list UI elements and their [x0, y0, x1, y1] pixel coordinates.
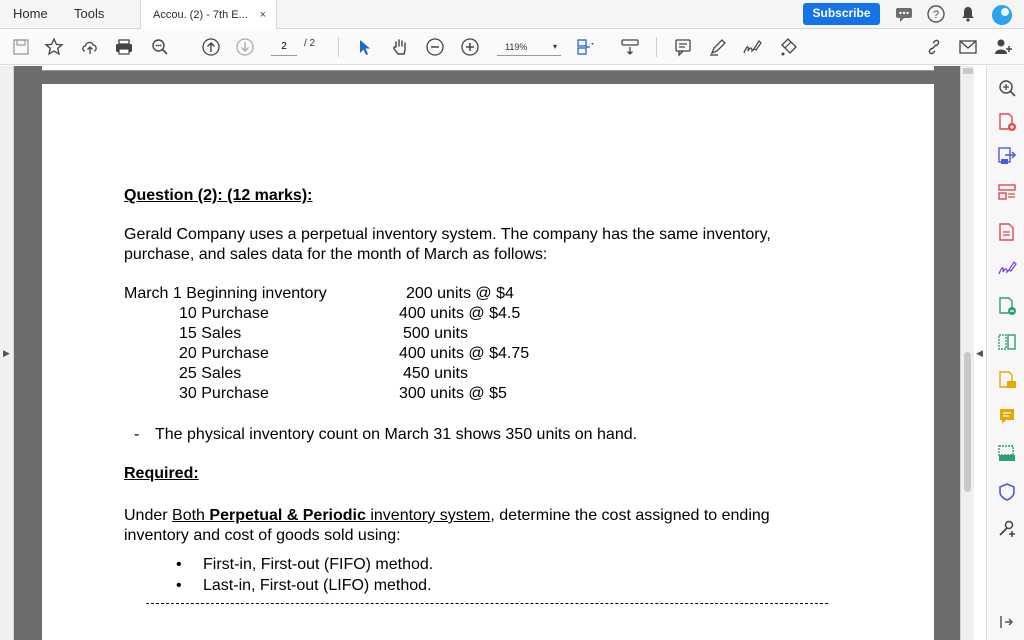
scrollbar-thumb[interactable]: [964, 352, 971, 492]
inventory-row-value: 400 units @ $4.75: [399, 345, 530, 362]
scan-ocr-icon[interactable]: [997, 444, 1017, 464]
inventory-row-label: 25 Sales: [179, 365, 242, 382]
fill-and-sign-icon[interactable]: [997, 258, 1017, 278]
instruction-line-2: inventory and cost of goods sold using:: [124, 527, 401, 544]
document-viewport[interactable]: [0, 66, 960, 640]
inventory-row-label: 20 Purchase: [179, 345, 269, 362]
chat-icon[interactable]: [894, 4, 914, 24]
document-tab[interactable]: [140, 0, 277, 30]
inventory-row-value: 500 units: [403, 325, 468, 342]
instruction-prefix: Under: [124, 507, 173, 524]
page-total: / 2: [304, 38, 316, 49]
inventory-row-value: 400 units @ $4.5: [399, 305, 521, 322]
collapse-panel-icon[interactable]: [997, 612, 1017, 632]
keyboard-scroll-icon[interactable]: [620, 37, 640, 57]
bullet-marker: •: [176, 577, 182, 594]
send-for-comments-icon[interactable]: [997, 370, 1017, 390]
save-icon[interactable]: [11, 37, 31, 57]
edit-pdf-icon[interactable]: [997, 222, 1017, 242]
inventory-row-label: 15 Sales: [179, 325, 242, 342]
page-number-input[interactable]: 2: [271, 38, 297, 56]
page-display-icon[interactable]: [576, 37, 596, 57]
document-tab-title: Accou. (2) - 7th E...: [153, 9, 248, 21]
intro-line-2: purchase, and sales data for the month of March as follows:: [124, 246, 548, 263]
toolbar: [0, 29, 1024, 65]
select-cursor-icon[interactable]: [355, 37, 375, 57]
zoom-select[interactable]: [497, 38, 561, 56]
more-tools-icon[interactable]: [997, 518, 1017, 538]
inventory-row-value: 200 units @ $4: [406, 285, 514, 302]
add-user-icon[interactable]: [993, 37, 1013, 57]
create-pdf-icon[interactable]: [997, 112, 1017, 132]
hand-tool-icon[interactable]: [390, 37, 410, 57]
instruction-both: Both: [172, 507, 210, 524]
zoom-value: 119%: [505, 42, 528, 52]
cloud-upload-icon[interactable]: [80, 37, 100, 57]
home-tab[interactable]: Home: [13, 6, 48, 21]
previous-page-icon[interactable]: [201, 37, 221, 57]
search-zoom-icon[interactable]: [997, 78, 1017, 98]
request-signatures-icon[interactable]: [997, 296, 1017, 316]
close-tab-icon[interactable]: ×: [259, 9, 266, 21]
top-nav-bar: [0, 0, 1024, 29]
scrollbar-top-handle[interactable]: [963, 68, 973, 74]
left-panel-toggle[interactable]: [0, 66, 14, 640]
tools-tab[interactable]: Tools: [74, 6, 105, 21]
previous-page-edge: [42, 66, 934, 71]
next-page-icon[interactable]: [235, 37, 255, 57]
comment-icon[interactable]: [673, 37, 693, 57]
instruction-suffix: , determine the cost assigned to ending: [490, 507, 770, 524]
organize-pages-icon[interactable]: [997, 182, 1017, 202]
inventory-row-value: 450 units: [403, 365, 468, 382]
toolbar-divider: [338, 37, 339, 57]
fill-sign-icon[interactable]: [778, 37, 798, 57]
chevron-down-icon: ▾: [552, 42, 557, 51]
inventory-row-label: March 1 Beginning inventory: [124, 285, 327, 302]
inventory-row-label: 30 Purchase: [179, 385, 269, 402]
question-title: Question (2): (12 marks):: [124, 187, 313, 204]
toolbar-divider: [656, 37, 657, 57]
physical-count-note: The physical inventory count on March 31 shows 350 units on hand.: [155, 426, 638, 443]
bullet-item-lifo: Last-in, First-out (LIFO) method.: [203, 577, 432, 594]
collapse-right-panel-icon[interactable]: ◀: [976, 348, 983, 358]
bullet-marker: •: [176, 556, 182, 573]
zoom-in-icon[interactable]: [460, 37, 480, 57]
instruction-line-1: [124, 506, 770, 526]
combine-files-icon[interactable]: [997, 332, 1017, 352]
inventory-row-label: 10 Purchase: [179, 305, 269, 322]
subscribe-button[interactable]: Subscribe: [803, 3, 880, 25]
highlight-pen-icon[interactable]: [708, 37, 728, 57]
dash-marker: -: [134, 426, 140, 443]
zoom-out-icon[interactable]: [425, 37, 445, 57]
email-icon[interactable]: [958, 37, 978, 57]
export-pdf-icon[interactable]: [997, 146, 1017, 166]
protect-shield-icon[interactable]: [997, 482, 1017, 502]
bell-icon[interactable]: [958, 4, 978, 24]
bookmark-star-icon[interactable]: [44, 37, 64, 57]
print-icon[interactable]: [114, 37, 134, 57]
help-icon[interactable]: [926, 4, 946, 24]
dashed-divider: [146, 603, 828, 604]
avatar[interactable]: [991, 4, 1011, 24]
sign-icon[interactable]: [742, 37, 762, 57]
find-icon[interactable]: [150, 37, 170, 57]
vertical-scrollbar[interactable]: [960, 66, 974, 640]
intro-line-1: Gerald Company uses a perpetual inventory system. The company has the same inventory,: [124, 226, 771, 243]
instruction-methods: Perpetual & Periodic: [209, 507, 366, 524]
right-tools-panel: [986, 66, 1024, 640]
bullet-item-fifo: First-in, First-out (FIFO) method.: [203, 556, 434, 573]
required-heading: Required:: [124, 465, 199, 482]
instruction-system: inventory system: [365, 507, 491, 524]
comment-panel-icon[interactable]: [997, 406, 1017, 426]
share-link-icon[interactable]: [924, 37, 944, 57]
inventory-row-value: 300 units @ $5: [399, 385, 507, 402]
svg-text:?: ?: [932, 9, 940, 21]
expand-left-panel-icon[interactable]: ▶: [3, 348, 10, 358]
pdf-page: [42, 84, 934, 640]
